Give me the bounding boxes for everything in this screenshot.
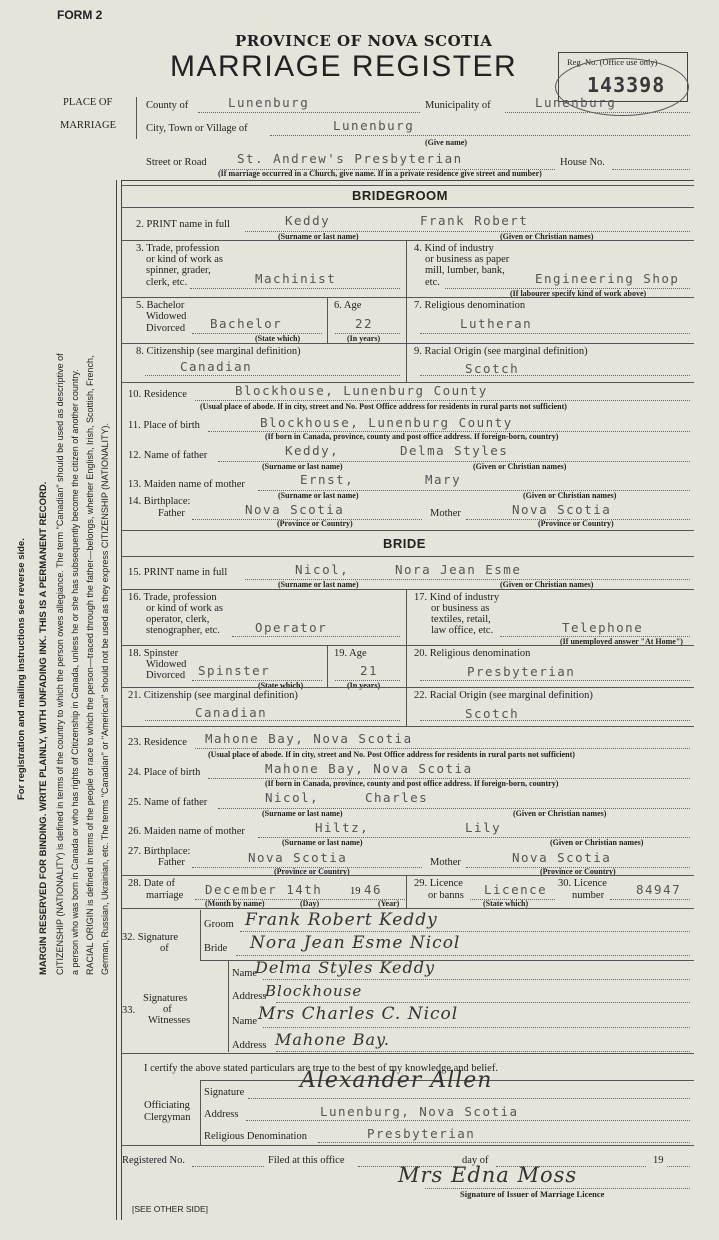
bride-f25-surhint: (Surname or last name) [262,809,343,818]
bride-f24: 24. Place of birth [128,767,201,778]
licence-number-label-b: number [572,890,605,901]
bride-mother-bp: Nova Scotia [512,850,612,865]
groom-f2-label: 2. PRINT name in full [136,219,231,230]
clergyman-label: Clergyman [144,1112,191,1123]
year-footer-label: 19 [653,1155,664,1166]
witness2-name: Mrs Charles C. Nicol [258,1004,459,1024]
bride-f26-givenhint: (Given or Christian names) [550,838,644,847]
bride-f26: 26. Maiden name of mother [128,826,245,837]
issuer-label: Signature of Issuer of Marriage Licence [460,1189,605,1199]
groom-f4a: 4. Kind of industry [414,243,494,254]
municipality-label: Municipality of [425,100,491,111]
issuer-signature: Mrs Edna Moss [398,1163,578,1187]
groom-mother-given: Mary [425,472,462,487]
bride-surname-hint: (Surname or last name) [278,580,359,589]
see-other-side: [SEE OTHER SIDE] [132,1204,209,1214]
bride-father-bp: Nova Scotia [248,850,348,865]
bride-age: 21 [360,663,379,678]
county-label: County of [146,100,189,111]
licence-label-b: or banns [428,890,464,901]
groom-mother-bp: Nova Scotia [512,502,612,517]
groom-citizenship: Canadian [180,359,253,374]
groom-f5c: Divorced [146,323,186,334]
groom-f12-givenhint: (Given or Christian names) [473,462,567,471]
groom-father-surname: Keddy, [285,443,340,458]
groom-f5a: 5. Bachelor [136,300,185,311]
groom-f11: 11. Place of birth [128,420,200,431]
day-hint: (Day) [300,899,320,908]
bride-years-hint: (In years) [347,681,381,690]
bride-mother-given: Lily [465,820,502,835]
bride-f16b: or kind of work as [146,603,223,614]
bride-f17c: textiles, retail, [431,614,491,625]
groom-f10: 10. Residence [128,389,187,400]
bride-f20: 20. Religious denomination [414,648,531,659]
bride-f22: 22. Racial Origin (see marginal definition) [414,690,593,701]
w1-name-label: Name [232,968,258,979]
groom-years-hint: (In years) [347,334,381,343]
bride-state-hint: (State which) [258,681,304,690]
groom-f3c: spinner, grader, [146,265,211,276]
street-value: St. Andrew's Presbyterian [237,151,463,166]
groom-religion: Lutheran [460,316,533,331]
groom-mother-bp-hint: (Province or Country) [538,519,614,528]
date-label-b: marriage [146,890,184,901]
groom-birth-note: (If born in Canada, province, county and post office address. If foreign-born, country) [265,432,559,441]
groom-f4b: or business as paper [425,254,510,265]
w2-name-label: Name [232,1016,258,1027]
section-bridegroom: BRIDEGROOM [352,188,448,203]
clergy-signature: Alexander Allen [300,1068,493,1093]
groom-f13-surhint: (Surname or last name) [278,491,359,500]
groom-father-bp: Nova Scotia [245,502,345,517]
groom-f3d: clerk, etc. [146,277,188,288]
certify-text: I certify the above stated particulars are true to the best of my knowledge and belief. [144,1063,498,1074]
bride-f17a: 17. Kind of industry [414,592,500,603]
bride-residence: Mahone Bay, Nova Scotia [205,731,413,746]
groom-f3b: or kind of work as [146,254,223,265]
groom-residence: Blockhouse, Lunenburg County [235,383,488,398]
bride-f27: 27. Birthplace: [128,846,191,857]
groom-f14: 14. Birthplace: [128,496,191,507]
bride-industry: Telephone [562,620,644,635]
licence-state-hint: (State which) [483,899,529,908]
marriage-date: December 14th [205,882,323,897]
bride-f18a: 18. Spinster [128,648,179,659]
clergy-denomination: Presbyterian [367,1126,476,1141]
bride-racial: Scotch [465,706,520,721]
city-value: Lunenburg [333,118,415,133]
county-value: Lunenburg [228,95,310,110]
groom-trade: Machinist [255,271,337,286]
sig33-number: 33. [122,1005,136,1016]
groom-f4d: etc. [425,277,440,288]
bride-trade: Operator [255,620,328,635]
bride-sig-label: Bride [204,943,228,954]
bride-father-surname: Nicol, [265,790,320,805]
city-label: City, Town or Village of [146,123,248,134]
margin-instructions: For registration and mailing instructions see reverse side. [16,538,27,800]
place-label-2: MARRIAGE [60,120,117,131]
licence-type: Licence [484,882,548,897]
bride-f26-surhint: (Surname or last name) [282,838,363,847]
year-hint: (Year) [378,899,400,908]
licence-number: 84947 [636,882,682,897]
bride-f16c: operator, clerk, [146,614,210,625]
witness1-address: Blockhouse [265,982,363,1000]
bride-f16a: 16. Trade, profession [128,592,217,603]
w1-addr-label: Address [232,991,267,1002]
groom-f8: 8. Citizenship (see marginal definition) [136,346,301,357]
filed-label: Filed at this office [268,1155,345,1166]
bride-f17b: or business as [431,603,490,614]
groom-f13-givenhint: (Given or Christian names) [523,491,617,500]
groom-father-given: Delma Styles [400,443,509,458]
sig32-label-b: of [160,943,169,954]
groom-mother-surname: Ernst, [300,472,355,487]
groom-signature: Frank Robert Keddy [245,910,438,930]
give-name-hint: (Give name) [425,138,467,147]
bride-surname: Nicol, [295,562,350,577]
bride-given-hint: (Given or Christian names) [500,580,594,589]
clergy-sig-label: Signature [204,1087,245,1098]
bride-father-bp-label: Father [158,857,185,868]
bride-mother-bp-label: Mother [430,857,461,868]
clergy-addr-label: Address [204,1109,239,1120]
bride-signature: Nora Jean Esme Nicol [250,933,461,953]
groom-industry: Engineering Shop [535,271,680,286]
licence-number-label-a: 30. Licence [558,878,607,889]
groom-f4-note: (If labourer specify kind of work above) [510,289,647,298]
bride-status: Spinster [198,663,271,678]
registered-label: Registered No. [122,1155,185,1166]
province-title: PROVINCE OF NOVA SCOTIA [235,32,493,50]
officiating-label: Officiating [144,1100,190,1111]
groom-mother-bp-label: Mother [430,508,461,519]
groom-state-hint: (State which) [255,334,301,343]
marriage-year: 46 [364,882,383,897]
month-hint: (Month by name) [205,899,265,908]
margin-racial-1: RACIAL ORIGIN is defined in terms of the people or race to which the person—traced through the father—belongs, whether English, Irish, Scottish, French, [85,355,95,975]
groom-f7: 7. Religious denomination [414,300,526,311]
day-label: day of [462,1155,489,1166]
section-bride: BRIDE [383,536,426,551]
bride-f25: 25. Name of father [128,797,208,808]
bride-f23: 23. Residence [128,737,187,748]
bride-f18c: Divorced [146,670,186,681]
bride-given: Nora Jean Esme [395,562,522,577]
groom-age: 22 [355,316,374,331]
bride-birth-note: (If born in Canada, province, county and post office address. If foreign-born, country) [265,779,559,788]
reg-label: Reg. No. (Office use only) [567,57,658,67]
bride-citizenship: Canadian [195,705,268,720]
clergy-rel-label: Religious Denomination [204,1131,307,1142]
bride-f15-label: 15. PRINT name in full [128,567,228,578]
groom-given: Frank Robert [420,213,529,228]
groom-surname: Keddy [285,213,331,228]
bride-f17-note: (If unemployed answer "At Home") [560,637,683,646]
sig33-label-c: Witnesses [148,1015,191,1026]
clergy-address: Lunenburg, Nova Scotia [320,1104,519,1119]
marriage-year-prefix: 19 [350,886,361,897]
groom-residence-note: (Usual place of abode. If in city, street and No. Post Office address for residents in rural parts not sufficient) [200,402,567,411]
form-number: FORM 2 [57,8,103,22]
date-label-a: 28. Date of [128,878,175,889]
bride-father-given: Charles [365,790,429,805]
groom-status: Bachelor [210,316,283,331]
bride-f18b: Widowed [146,659,187,670]
groom-sig-label: Groom [204,919,234,930]
sig33-label-a: Signatures [143,993,188,1004]
bride-mother-bp-hint: (Province or Country) [540,867,616,876]
house-label: House No. [560,157,605,168]
bride-f17d: law office, etc. [431,625,494,636]
municipality-value: Lunenburg [535,95,617,110]
reg-number: 143398 [587,73,666,97]
street-label: Street or Road [146,157,207,168]
margin-citizenship-2: a person who was born in Canada or who has rights of Citizenship in Canada, unless he or she has subsequently become the citizen of another country. [70,369,80,975]
groom-father-bp-hint: (Province or Country) [277,519,353,528]
w2-addr-label: Address [232,1040,267,1051]
place-label-1: PLACE OF [63,97,113,108]
margin-citizenship-1: CITIZENSHIP (NATIONALITY) is defined in terms of the country to which the person owes allegiance. The term "Canadian" should be used as descriptive of [55,353,65,975]
bride-mother-surname: Hiltz, [315,820,370,835]
witness2-address: Mahone Bay. [275,1030,391,1049]
document-title: MARRIAGE REGISTER [170,50,518,83]
groom-f12-surhint: (Surname or last name) [262,462,343,471]
groom-f13: 13. Maiden name of mother [128,479,245,490]
bride-residence-note: (Usual place of abode. If in city, street and No. Post Office address for residents in rural parts not sufficient) [208,750,575,759]
groom-father-bp-label: Father [158,508,185,519]
bride-f25-givenhint: (Given or Christian names) [513,809,607,818]
bride-f21: 21. Citizenship (see marginal definition) [128,690,298,701]
sig33-label-b: of [163,1004,172,1015]
groom-racial: Scotch [465,361,520,376]
bride-f16d: stenographer, etc. [146,625,220,636]
margin-racial-2: German, Russian, Ukrainian, etc. The terms "Canadian" or "American" should not be used as they express CITIZENSHIP (NATIONALITY). [100,423,110,975]
margin-binding-note: MARGIN RESERVED FOR BINDING. WRITE PLAINLY, WITH UNFADING INK. THIS IS A PERMANENT RECORD. [38,481,49,975]
groom-f3a: 3. Trade, profession [136,243,220,254]
bride-birthplace: Mahone Bay, Nova Scotia [265,761,473,776]
groom-f4c: mill, lumber, bank, [425,265,505,276]
groom-f9: 9. Racial Origin (see marginal definition) [414,346,588,357]
sig32-label-a: 32. Signature [122,932,178,943]
bride-religion: Presbyterian [467,664,576,679]
groom-f5b: Widowed [146,311,187,322]
groom-surname-hint: (Surname or last name) [278,232,359,241]
licence-label-a: 29. Licence [414,878,463,889]
bride-f19: 19. Age [334,648,367,659]
bride-father-bp-hint: (Province or Country) [274,867,350,876]
groom-given-hint: (Given or Christian names) [500,232,594,241]
groom-f6: 6. Age [334,300,362,311]
groom-birthplace: Blockhouse, Lunenburg County [260,415,513,430]
witness1-name: Delma Styles Keddy [255,958,436,977]
groom-f12: 12. Name of father [128,450,208,461]
street-note: (If marriage occurred in a Church, give name. If in a private residence give street and number) [218,169,542,178]
